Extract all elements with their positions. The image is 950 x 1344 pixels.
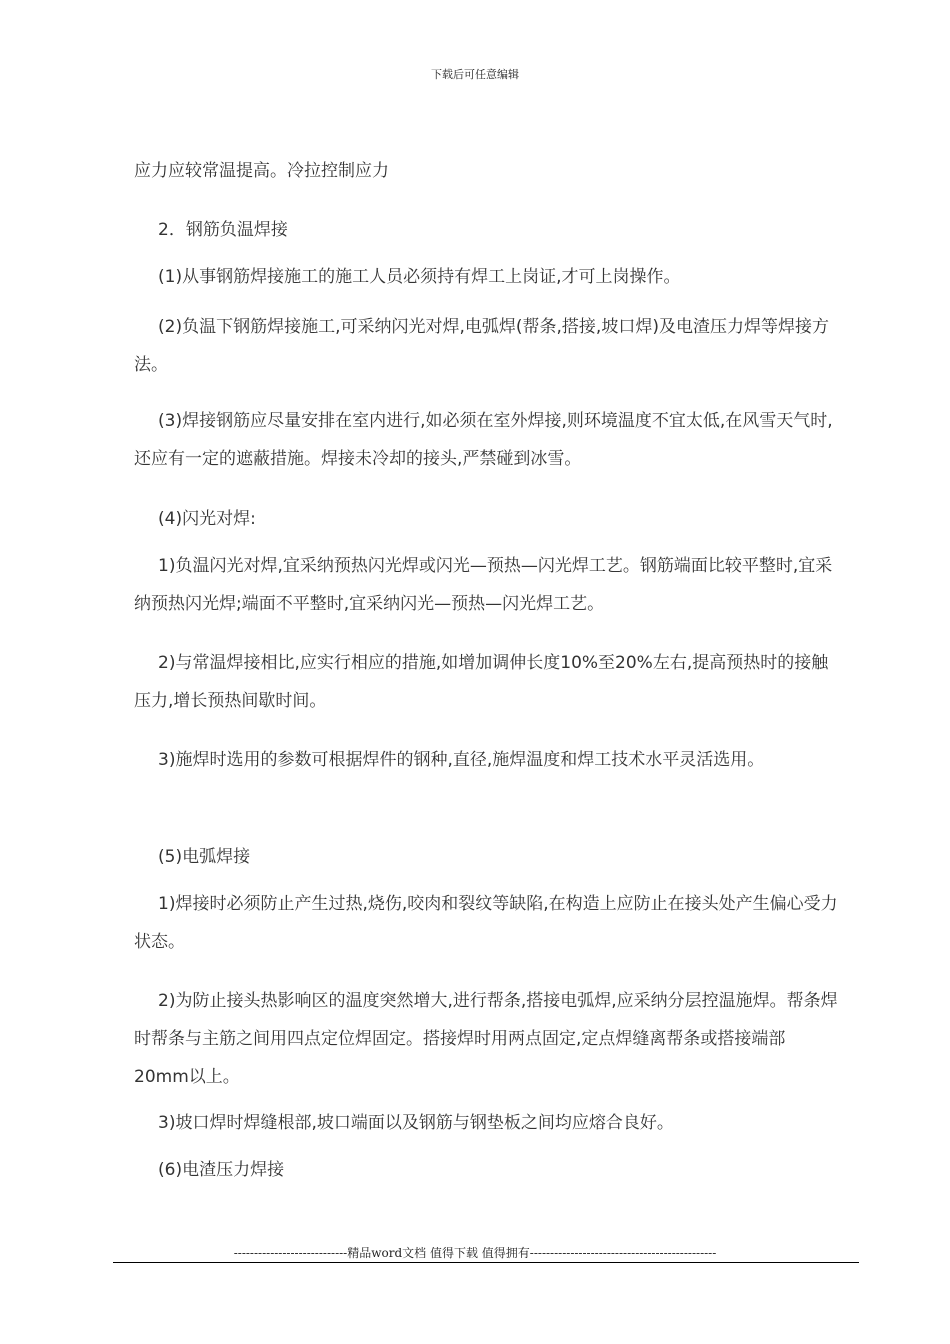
footer-divider xyxy=(113,1262,859,1263)
section-heading-welding: 2．钢筋负温焊接 xyxy=(158,220,288,240)
page-header: 下载后可任意编辑 xyxy=(431,68,519,81)
paragraph-item-5-3: 3)坡口焊时焊缝根部,坡口端面以及钢筋与钢垫板之间均应熔合良好。 xyxy=(158,1113,674,1133)
paragraph-item-4-heading: (4)闪光对焊: xyxy=(158,509,256,529)
paragraph-item-5-2: 2)为防止接头热影响区的温度突然增大,进行帮条,搭接电弧焊,应采纳分层控温施焊。帮条焊时帮条与主筋之间用四点定位焊固定。搭接焊时用两点固定,定点焊缝离帮条或搭接端部20mm以上。 xyxy=(134,991,838,1087)
page-footer: ----------------------------精品word文档 值得下载 值得拥有---------------------------------------------- xyxy=(233,1246,717,1260)
paragraph-item-1: (1)从事钢筋焊接施工的施工人员必须持有焊工上岗证,才可上岗操作。 xyxy=(158,267,681,287)
paragraph-item-4-3: 3)施焊时选用的参数可根据焊件的钢种,直径,施焊温度和焊工技术水平灵活选用。 xyxy=(158,750,765,770)
paragraph-item-4-1: 1)负温闪光对焊,宜采纳预热闪光焊或闪光—预热—闪光焊工艺。钢筋端面比较平整时,宜采纳预热闪光焊;端面不平整时,宜采纳闪光—预热—闪光焊工艺。 xyxy=(134,556,833,614)
paragraph-item-5-1: 1)焊接时必须防止产生过热,烧伤,咬肉和裂纹等缺陷,在构造上应防止在接头处产生偏心受力状态。 xyxy=(134,894,838,952)
paragraph-item-6-heading: (6)电渣压力焊接 xyxy=(158,1160,285,1180)
paragraph-item-2: (2)负温下钢筋焊接施工,可采纳闪光对焊,电弧焊(帮条,搭接,坡口焊)及电渣压力焊等焊接方法。 xyxy=(134,317,829,375)
paragraph-item-3: (3)焊接钢筋应尽量安排在室内进行,如必须在室外焊接,则环境温度不宜太低,在风雪天气时,还应有一定的遮蔽措施。焊接未冷却的接头,严禁碰到冰雪。 xyxy=(134,411,833,469)
paragraph-continuation: 应力应较常温提高。冷拉控制应力 xyxy=(134,161,389,181)
paragraph-item-4-2: 2)与常温焊接相比,应实行相应的措施,如增加调伸长度10%至20%左右,提高预热时的接触压力,增长预热间歇时间。 xyxy=(134,653,829,711)
paragraph-item-5-heading: (5)电弧焊接 xyxy=(158,847,251,867)
